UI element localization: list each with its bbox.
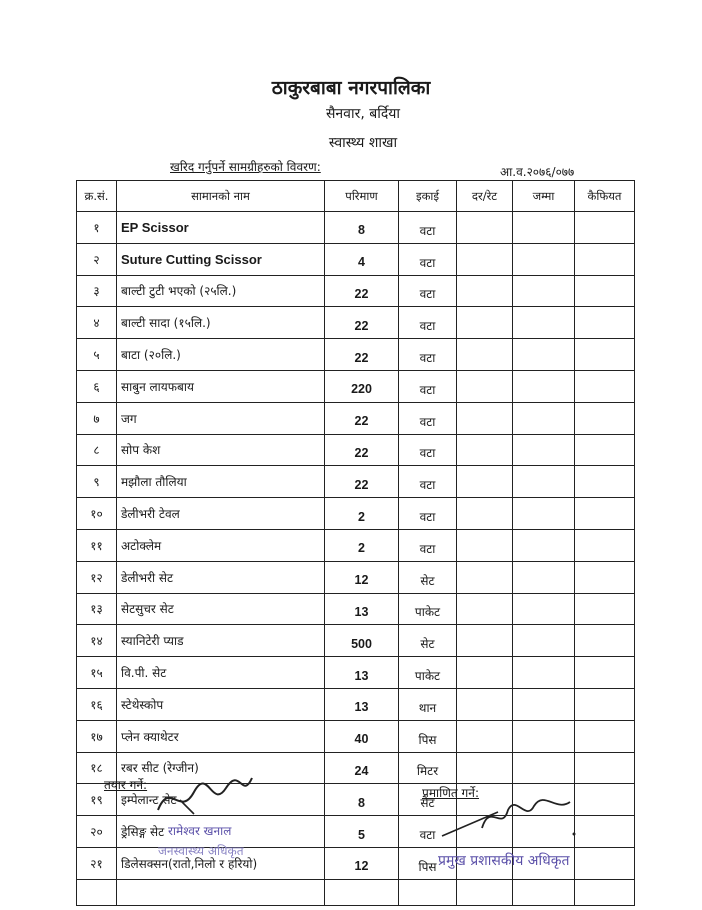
item-name-cell: साबुन लायफबाय <box>117 370 325 402</box>
rate-cell <box>457 529 513 561</box>
quantity-cell: 13 <box>325 593 399 625</box>
item-name-cell: रबर सीट (रेग्जीन) <box>117 752 325 784</box>
empty-cell <box>575 879 635 905</box>
unit-cell: वटा <box>399 466 457 498</box>
rate-cell <box>457 466 513 498</box>
serial-number-cell: १२ <box>77 561 117 593</box>
column-header: परिमाण <box>325 181 399 212</box>
total-cell <box>513 720 575 752</box>
column-header: सामानको नाम <box>117 181 325 212</box>
remarks-cell <box>575 816 635 848</box>
rate-cell <box>457 370 513 402</box>
quantity-cell: 22 <box>325 402 399 434</box>
serial-number-cell: ७ <box>77 402 117 434</box>
serial-number-cell: ५ <box>77 339 117 371</box>
rate-cell <box>457 275 513 307</box>
column-header: दर/रेट <box>457 181 513 212</box>
column-header: इकाई <box>399 181 457 212</box>
rate-cell <box>457 498 513 530</box>
total-cell <box>513 752 575 784</box>
table-row-empty <box>77 879 635 905</box>
rate-cell <box>457 212 513 244</box>
certifier-title: प्रमुख प्रशासकीय अधिकृत <box>438 853 570 869</box>
item-name-cell: EP Scissor <box>117 212 325 244</box>
table-row <box>77 720 635 752</box>
table-row <box>77 370 635 402</box>
remarks-cell <box>575 339 635 371</box>
quantity-cell: 12 <box>325 847 399 879</box>
serial-number-cell: २० <box>77 816 117 848</box>
serial-number-cell: २ <box>77 243 117 275</box>
serial-number-cell: १० <box>77 498 117 530</box>
remarks-cell <box>575 657 635 689</box>
quantity-cell: 2 <box>325 498 399 530</box>
unit-cell: वटा <box>399 243 457 275</box>
total-cell <box>513 434 575 466</box>
rate-cell <box>457 688 513 720</box>
rate-cell <box>457 339 513 371</box>
serial-number-cell: ३ <box>77 275 117 307</box>
item-name-cell: वि.पी. सेट <box>117 657 325 689</box>
quantity-cell: 22 <box>325 339 399 371</box>
item-name-cell: सेटसुचर सेट <box>117 593 325 625</box>
remarks-cell <box>575 529 635 561</box>
item-name-cell: स्टेथेस्कोप <box>117 688 325 720</box>
remarks-cell <box>575 307 635 339</box>
unit-cell: वटा <box>399 212 457 244</box>
remarks-cell <box>575 784 635 816</box>
total-cell <box>513 657 575 689</box>
table-row <box>77 402 635 434</box>
unit-cell: पाकेट <box>399 593 457 625</box>
unit-cell: सेट <box>399 561 457 593</box>
remarks-cell <box>575 688 635 720</box>
total-cell <box>513 561 575 593</box>
serial-number-cell: ६ <box>77 370 117 402</box>
table-row <box>77 498 635 530</box>
fiscal-year: आ.व.२०७६/०७७ <box>500 165 575 179</box>
total-cell <box>513 402 575 434</box>
unit-cell: सेट <box>399 625 457 657</box>
quantity-cell: 220 <box>325 370 399 402</box>
stamp-title: जनस्वास्थ्य अधिकृत <box>158 844 244 858</box>
total-cell <box>513 688 575 720</box>
unit-cell: वटा <box>399 275 457 307</box>
stamp-name: रामेश्वर खनाल <box>168 824 232 838</box>
item-name-cell: सोप केश <box>117 434 325 466</box>
table-row <box>77 529 635 561</box>
table-header-row <box>77 181 635 212</box>
table-row <box>77 466 635 498</box>
item-name-cell: बाल्टी सादा (१५लि.) <box>117 307 325 339</box>
serial-number-cell: १४ <box>77 625 117 657</box>
total-cell <box>513 466 575 498</box>
item-name-cell: Suture Cutting Scissor <box>117 243 325 275</box>
remarks-cell <box>575 275 635 307</box>
unit-cell: वटा <box>399 370 457 402</box>
column-header: क्र.सं. <box>77 181 117 212</box>
rate-cell <box>457 625 513 657</box>
total-cell <box>513 625 575 657</box>
office-title: ठाकुरबाबा नगरपालिका <box>271 77 431 99</box>
remarks-cell <box>575 402 635 434</box>
unit-cell: वटा <box>399 339 457 371</box>
serial-number-cell: ९ <box>77 466 117 498</box>
serial-number-cell: २१ <box>77 847 117 879</box>
quantity-cell: 8 <box>325 212 399 244</box>
rate-cell <box>457 657 513 689</box>
remarks-cell <box>575 212 635 244</box>
remarks-cell <box>575 466 635 498</box>
remarks-cell <box>575 752 635 784</box>
item-name-cell: बाटा (२०लि.) <box>117 339 325 371</box>
serial-number-cell: ४ <box>77 307 117 339</box>
total-cell <box>513 243 575 275</box>
certifier-signature <box>438 792 578 848</box>
quantity-cell: 4 <box>325 243 399 275</box>
table-row <box>77 657 635 689</box>
quantity-cell: 12 <box>325 561 399 593</box>
unit-cell: वटा <box>399 434 457 466</box>
rate-cell <box>457 593 513 625</box>
unit-cell: पिस <box>399 847 457 879</box>
quantity-cell: 8 <box>325 784 399 816</box>
serial-number-cell: १६ <box>77 688 117 720</box>
serial-number-cell: ११ <box>77 529 117 561</box>
empty-cell <box>325 879 399 905</box>
item-name-cell: प्लेन क्याथेटर <box>117 720 325 752</box>
remarks-cell <box>575 370 635 402</box>
unit-cell: वटा <box>399 816 457 848</box>
serial-number-cell: ८ <box>77 434 117 466</box>
unit-cell: वटा <box>399 498 457 530</box>
rate-cell <box>457 402 513 434</box>
empty-cell <box>399 879 457 905</box>
rate-cell <box>457 720 513 752</box>
remarks-cell <box>575 625 635 657</box>
item-name-cell: अटोक्लेम <box>117 529 325 561</box>
rate-cell <box>457 243 513 275</box>
remarks-cell <box>575 720 635 752</box>
quantity-cell: 500 <box>325 625 399 657</box>
total-cell <box>513 529 575 561</box>
serial-number-cell: १५ <box>77 657 117 689</box>
quantity-cell: 2 <box>325 529 399 561</box>
table-row <box>77 339 635 371</box>
unit-cell: वटा <box>399 402 457 434</box>
item-name-cell: जग <box>117 402 325 434</box>
item-name-cell: इम्पेलान्ट सेट <box>117 784 325 816</box>
quantity-cell: 22 <box>325 434 399 466</box>
remarks-cell <box>575 434 635 466</box>
serial-number-cell: १३ <box>77 593 117 625</box>
serial-number-cell: १९ <box>77 784 117 816</box>
column-header: जम्मा <box>513 181 575 212</box>
quantity-cell: 40 <box>325 720 399 752</box>
empty-cell <box>457 879 513 905</box>
certified-by-label: प्रमाणित गर्ने: <box>422 786 480 800</box>
item-name-cell: स्यानिटेरी प्याड <box>117 625 325 657</box>
quantity-cell: 24 <box>325 752 399 784</box>
table-row <box>77 307 635 339</box>
total-cell <box>513 339 575 371</box>
table-row <box>77 434 635 466</box>
remarks-cell <box>575 593 635 625</box>
quantity-cell: 22 <box>325 275 399 307</box>
item-name-cell: डेलीभरी सेट <box>117 561 325 593</box>
total-cell <box>513 212 575 244</box>
table-row <box>77 561 635 593</box>
quantity-cell: 13 <box>325 688 399 720</box>
column-header: कैफियत <box>575 181 635 212</box>
section-name: स्वास्थ्य शाखा <box>328 135 398 151</box>
serial-number-cell: १७ <box>77 720 117 752</box>
unit-cell: वटा <box>399 529 457 561</box>
empty-cell <box>117 879 325 905</box>
table-row <box>77 688 635 720</box>
office-address: सैनवार, बर्दिया <box>325 106 401 122</box>
document-subtitle: खरिद गर्नुपर्ने सामग्रीहरुको विवरण: <box>170 160 321 174</box>
item-name-cell: बाल्टी टुटी भएको (२५लि.) <box>117 275 325 307</box>
table-row <box>77 275 635 307</box>
total-cell <box>513 307 575 339</box>
table-row <box>77 625 635 657</box>
total-cell <box>513 498 575 530</box>
unit-cell: वटा <box>399 307 457 339</box>
empty-cell <box>77 879 117 905</box>
remarks-cell <box>575 847 635 879</box>
prepared-by-label: तयार गर्ने: <box>104 778 148 792</box>
remarks-cell <box>575 498 635 530</box>
item-name-cell: डिलेसक्सन(रातो,निलो र हरियो) <box>117 847 325 879</box>
quantity-cell: 22 <box>325 466 399 498</box>
rate-cell <box>457 434 513 466</box>
unit-cell: मिटर <box>399 752 457 784</box>
item-name-cell: डेलीभरी टेवल <box>117 498 325 530</box>
total-cell <box>513 593 575 625</box>
item-name-cell: मझौला तौलिया <box>117 466 325 498</box>
table-row <box>77 212 635 244</box>
serial-number-cell: १८ <box>77 752 117 784</box>
table-row <box>77 243 635 275</box>
unit-cell: पिस <box>399 720 457 752</box>
remarks-cell <box>575 561 635 593</box>
unit-cell: सेट <box>399 784 457 816</box>
unit-cell: पाकेट <box>399 657 457 689</box>
rate-cell <box>457 307 513 339</box>
empty-cell <box>513 879 575 905</box>
table-row <box>77 593 635 625</box>
unit-cell: थान <box>399 688 457 720</box>
rate-cell <box>457 561 513 593</box>
rate-cell <box>457 752 513 784</box>
item-name-cell: ड्रेसिङ्ग सेट <box>117 816 325 848</box>
quantity-cell: 5 <box>325 816 399 848</box>
remarks-cell <box>575 243 635 275</box>
quantity-cell: 22 <box>325 307 399 339</box>
official-stamp <box>150 818 300 870</box>
total-cell <box>513 370 575 402</box>
total-cell <box>513 275 575 307</box>
serial-number-cell: १ <box>77 212 117 244</box>
quantity-cell: 13 <box>325 657 399 689</box>
